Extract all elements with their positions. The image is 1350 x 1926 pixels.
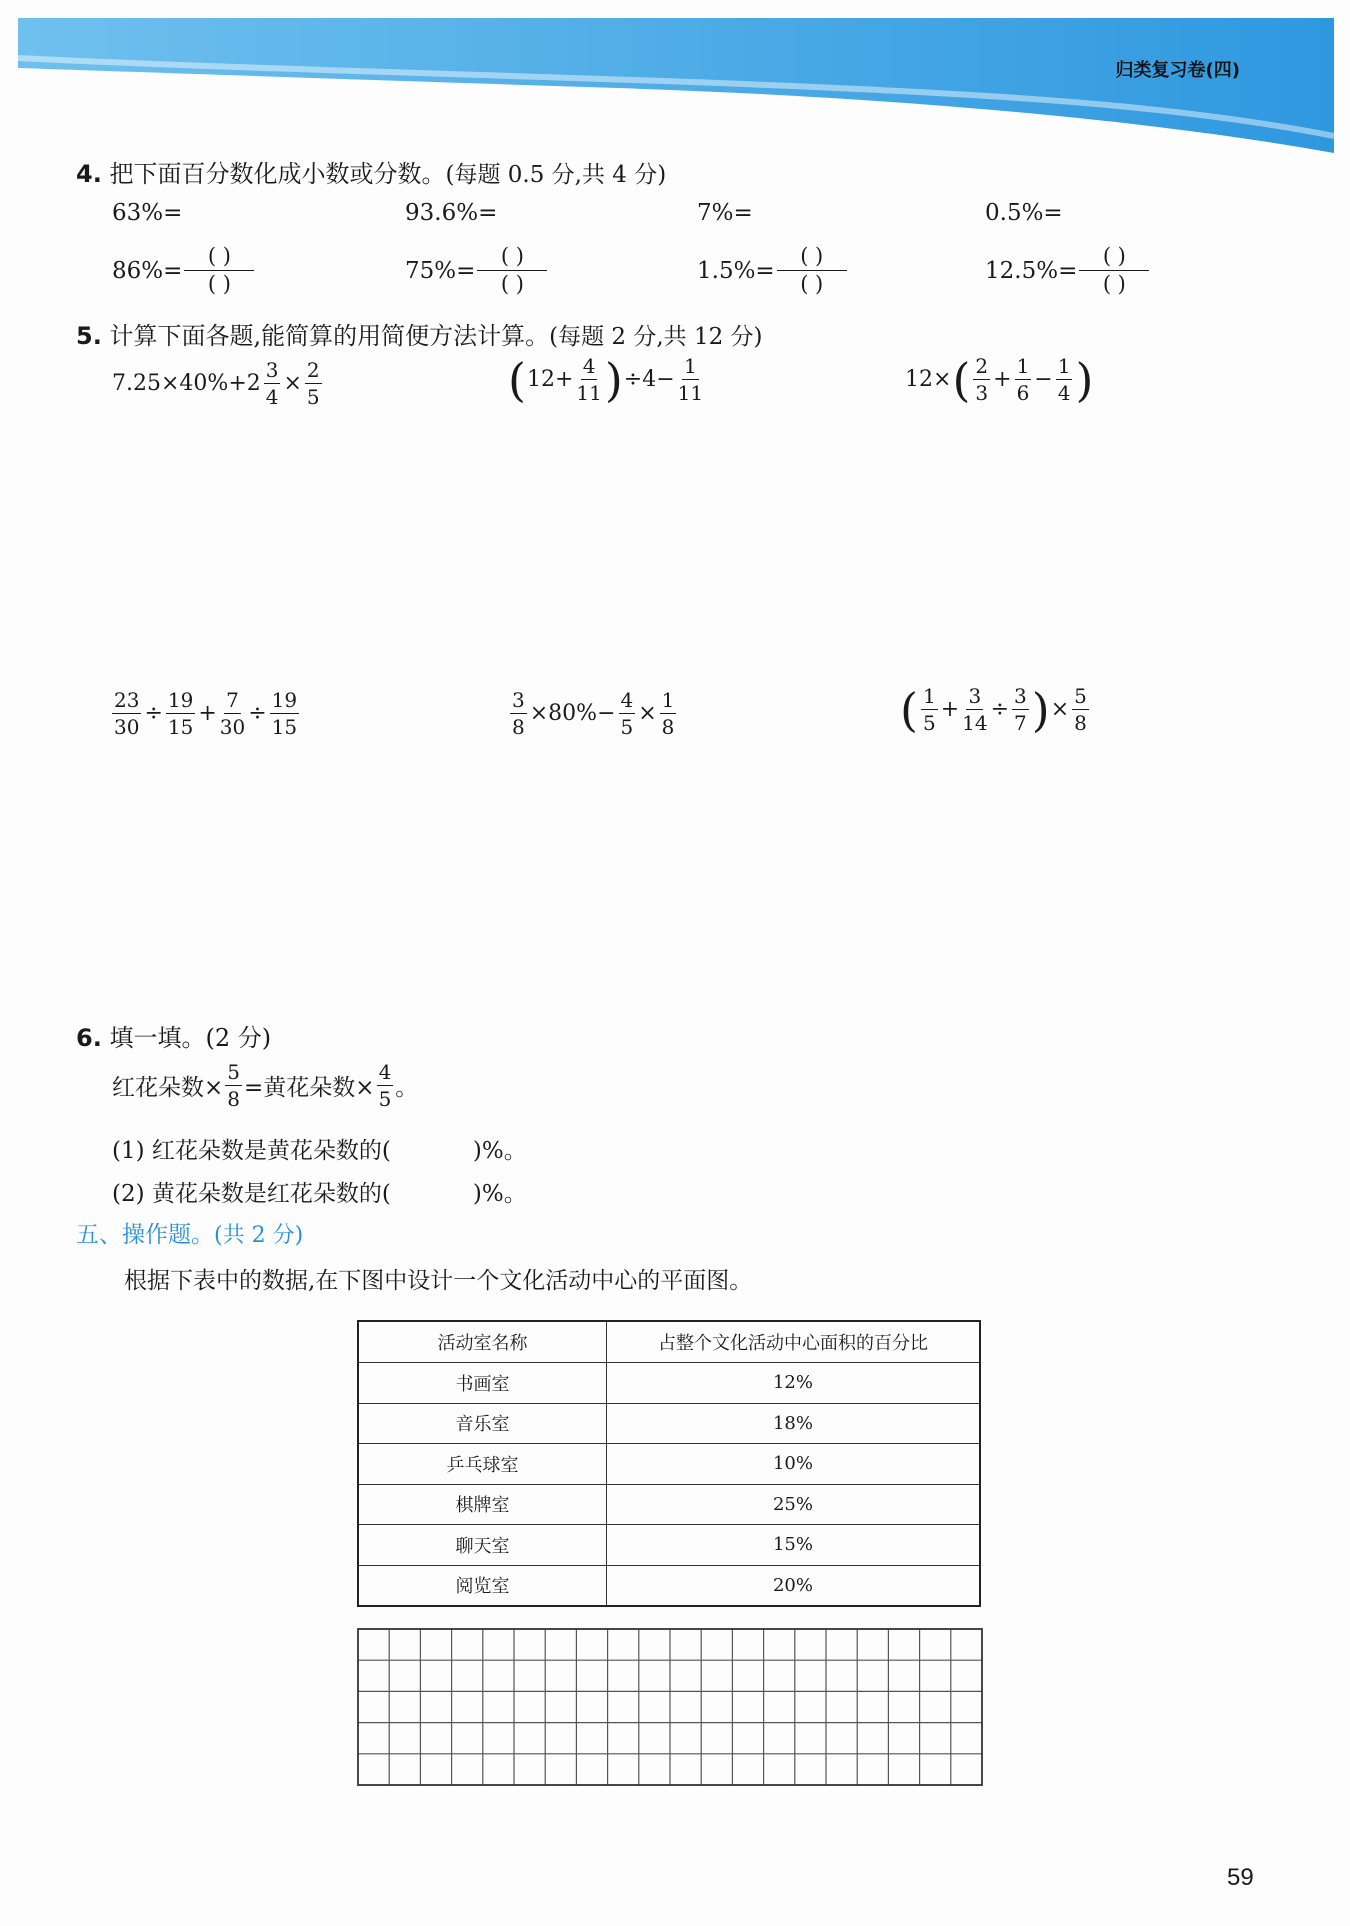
q4-item-6	[405, 246, 549, 295]
numerator: 4	[620, 688, 634, 712]
numerator: 3	[968, 684, 982, 708]
q6-sub-1	[112, 1132, 527, 1165]
operator: ×	[1050, 697, 1070, 722]
numerator: 19	[271, 688, 298, 712]
fraction-blank[interactable]	[1079, 246, 1149, 295]
sub-question-text: )%。	[472, 1181, 527, 1207]
table-row	[358, 1565, 980, 1606]
q4-item-6-label: 75%=	[405, 257, 476, 284]
numerator: 3	[512, 688, 525, 712]
blank-denominator[interactable]: ( )	[800, 272, 824, 296]
table-cell: 书画室	[358, 1363, 607, 1404]
q4-item-5-label: 86%=	[112, 257, 183, 284]
numerator: 2	[975, 354, 989, 378]
right-paren: )	[1075, 352, 1094, 407]
denominator: 30	[219, 715, 246, 739]
page-number: 59	[1227, 1864, 1254, 1891]
section-5-heading	[76, 1216, 303, 1249]
header-title: 归类复习卷(四)	[1115, 60, 1240, 81]
left-paren: (	[508, 352, 526, 407]
left-paren: (	[900, 682, 918, 737]
denominator: 6	[1016, 381, 1030, 405]
expr-text: 12+	[526, 367, 574, 392]
q4-item-4: 0.5%=	[985, 200, 1063, 226]
q4-item-5	[112, 246, 256, 295]
fraction-blank[interactable]	[777, 246, 847, 295]
denominator: 8	[512, 715, 525, 739]
q6-prompt: 填一填。(2 分)	[109, 1024, 272, 1052]
table-row	[358, 1444, 980, 1485]
left-paren: (	[952, 352, 971, 407]
q4-item-8-label: 12.5%=	[985, 257, 1078, 284]
numerator: 1	[661, 688, 675, 712]
denominator: 4	[265, 385, 279, 409]
fraction	[166, 690, 195, 737]
q4-heading	[76, 154, 666, 189]
section-score: (共 2 分)	[214, 1223, 304, 1248]
blank-numerator[interactable]: ( )	[777, 246, 847, 271]
q5-expression-6	[900, 682, 1091, 737]
table-cell: 15%	[607, 1525, 981, 1566]
denominator: 8	[1074, 711, 1087, 735]
fraction	[510, 690, 527, 737]
q4-number: 4.	[76, 160, 102, 188]
q5-score: (每题 2 分,共 12 分)	[549, 324, 763, 350]
drawing-grid[interactable]	[357, 1628, 983, 1788]
fraction	[112, 690, 141, 737]
table-cell: 音乐室	[358, 1403, 607, 1444]
blank-numerator[interactable]: ( )	[184, 246, 254, 271]
section-title: 五、操作题。	[76, 1222, 214, 1248]
q4-item-7	[697, 246, 849, 295]
blank-numerator[interactable]: ( )	[477, 246, 547, 271]
q6-sub-2	[112, 1175, 527, 1208]
table-cell: 10%	[607, 1444, 981, 1485]
expr-text: 。	[395, 1075, 419, 1101]
q4-prompt: 把下面百分数化成小数或分数。	[109, 160, 446, 188]
blank-denominator[interactable]: ( )	[1102, 272, 1126, 296]
table-row	[358, 1403, 980, 1444]
blank-denominator[interactable]: ( )	[207, 272, 231, 296]
header-wave-graphic	[18, 18, 1334, 153]
fraction	[678, 356, 703, 403]
table-cell: 阅览室	[358, 1565, 607, 1606]
denominator: 8	[661, 715, 675, 739]
activity-room-table	[357, 1320, 981, 1607]
table-cell: 乒乓球室	[358, 1444, 607, 1485]
table-cell: 12%	[607, 1363, 981, 1404]
expr-text: 7.25×40%+2	[112, 371, 261, 396]
numerator: 3	[265, 358, 279, 382]
numerator: 19	[167, 688, 194, 712]
table-cell: 18%	[607, 1403, 981, 1444]
right-paren: )	[604, 352, 623, 407]
operator: ÷	[144, 701, 163, 726]
numerator: 1	[684, 354, 697, 378]
denominator: 11	[677, 381, 704, 405]
q6-heading	[76, 1018, 271, 1053]
fraction	[660, 690, 677, 737]
fraction	[973, 356, 990, 403]
fraction	[619, 690, 636, 737]
numerator: 1	[1057, 354, 1071, 378]
blank-numerator[interactable]: ( )	[1079, 246, 1149, 271]
numerator: 1	[922, 684, 936, 708]
fraction	[377, 1062, 394, 1109]
q5-expression-4	[110, 690, 301, 737]
denominator: 11	[576, 381, 602, 405]
fraction	[305, 360, 322, 407]
denominator: 7	[1014, 711, 1027, 735]
numerator: 1	[1016, 354, 1030, 378]
sub-question-text: (1) 红花朵数是黄花朵数的(	[112, 1138, 391, 1164]
operator: +	[940, 697, 960, 722]
sub-question-text: )%。	[472, 1138, 527, 1164]
denominator: 5	[306, 385, 320, 409]
q5-expression-2	[508, 352, 705, 407]
expr-text: =黄花朵数×	[244, 1075, 375, 1101]
q5-prompt: 计算下面各题,能简算的用简便方法计算。	[109, 322, 550, 350]
denominator: 5	[620, 715, 634, 739]
expr-text: ÷4−	[623, 367, 675, 392]
fraction	[225, 1062, 242, 1109]
q5-expression-5	[508, 690, 678, 737]
header-banner	[18, 18, 1334, 153]
q4-item-7-label: 1.5%=	[697, 257, 775, 284]
numerator: 4	[582, 354, 596, 378]
operator: ÷	[248, 701, 267, 726]
q5-heading	[76, 316, 763, 351]
fraction	[1072, 686, 1089, 733]
denominator: 30	[114, 715, 140, 739]
table-row	[358, 1363, 980, 1404]
table-row	[358, 1525, 980, 1566]
denominator: 3	[975, 381, 989, 405]
denominator: 5	[378, 1087, 392, 1111]
sub-question-text: (2) 黄花朵数是红花朵数的(	[112, 1181, 391, 1207]
table-cell: 聊天室	[358, 1525, 607, 1566]
numerator: 2	[306, 358, 320, 382]
operator: ÷	[990, 697, 1010, 722]
fraction	[220, 690, 245, 737]
section-5-instruction: 根据下表中的数据,在下图中设计一个文化活动中心的平面图。	[124, 1268, 753, 1294]
table-cell: 25%	[607, 1484, 981, 1525]
fraction	[1015, 356, 1032, 403]
right-paren: )	[1031, 682, 1050, 737]
fraction	[1012, 686, 1029, 733]
fraction	[962, 686, 987, 733]
denominator: 4	[1057, 381, 1071, 405]
numerator: 7	[226, 688, 239, 712]
table-header: 占整个文化活动中心面积的百分比	[607, 1321, 981, 1363]
numerator: 3	[1014, 684, 1027, 708]
table-header-row	[358, 1321, 980, 1363]
fraction	[1056, 356, 1073, 403]
q6-equation	[112, 1062, 418, 1109]
q5-expression-3	[905, 352, 1094, 407]
q4-item-8	[985, 246, 1151, 295]
denominator: 15	[167, 715, 194, 739]
fraction-blank[interactable]	[184, 246, 254, 295]
table-cell: 20%	[607, 1565, 981, 1606]
operator: ×	[283, 371, 302, 396]
denominator: 14	[962, 711, 988, 735]
numerator: 4	[378, 1060, 392, 1084]
q4-score: (每题 0.5 分,共 4 分)	[445, 162, 667, 188]
operator: +	[993, 367, 1012, 392]
blank-denominator[interactable]: ( )	[500, 272, 524, 296]
expr-text: 红花朵数×	[112, 1075, 224, 1101]
fraction-blank[interactable]	[477, 246, 547, 295]
numerator: 23	[114, 688, 140, 712]
q4-item-1: 63%=	[112, 200, 183, 226]
q5-number: 5.	[76, 322, 102, 350]
denominator: 15	[271, 715, 298, 739]
fraction	[270, 690, 299, 737]
expr-text: 12×	[905, 367, 952, 392]
table-row	[358, 1484, 980, 1525]
q6-number: 6.	[76, 1024, 102, 1052]
numerator: 5	[1074, 684, 1087, 708]
denominator: 8	[227, 1087, 241, 1111]
operator: +	[198, 701, 217, 726]
denominator: 5	[922, 711, 936, 735]
q5-expression-1	[112, 360, 324, 407]
table-cell: 棋牌室	[358, 1484, 607, 1525]
numerator: 5	[227, 1060, 241, 1084]
fraction	[576, 356, 601, 403]
operator: −	[1034, 367, 1053, 392]
fraction	[921, 686, 938, 733]
table-header: 活动室名称	[358, 1321, 607, 1363]
q4-item-2: 93.6%=	[405, 200, 498, 226]
operator: ×	[638, 701, 657, 726]
expr-text: ×80%−	[529, 701, 616, 726]
fraction	[264, 360, 281, 407]
q4-item-3: 7%=	[697, 200, 753, 226]
